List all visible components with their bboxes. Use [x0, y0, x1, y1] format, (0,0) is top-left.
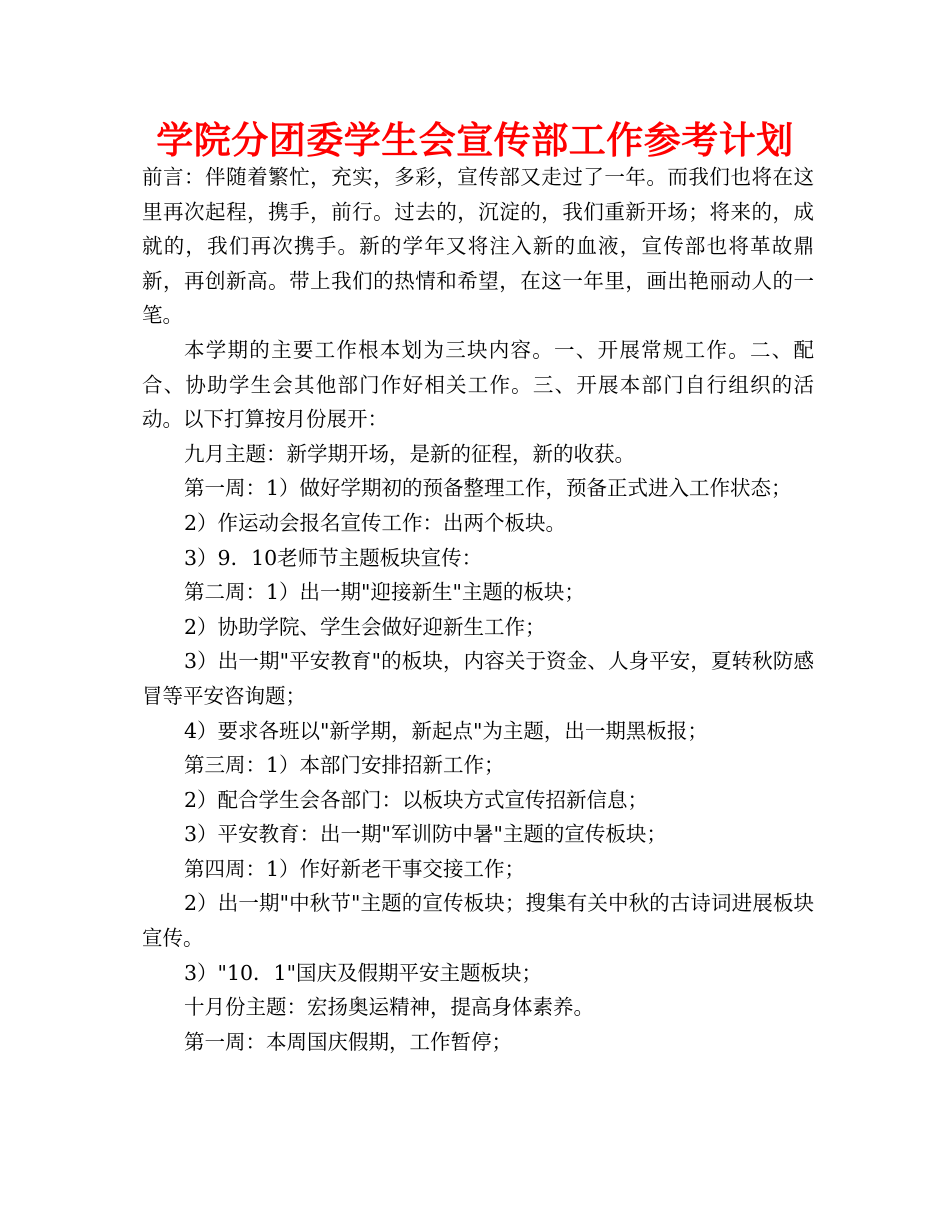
paragraph-sep-week3-item3: 3）平安教育：出一期"军训防中暑"主题的宣传板块；: [184, 822, 667, 847]
paragraph-september-theme: 九月主题：新学期开场，是新的征程，新的收获。: [184, 441, 635, 466]
paragraph-sep-week3-item2: 2）配合学生会各部门：以板块方式宣传招新信息；: [184, 787, 649, 812]
document-body: [142, 160, 814, 1059]
paragraph-sep-week2-item2: 2）协助学院、学生会做好迎新生工作；: [184, 614, 546, 639]
paragraph-overview: 本学期的主要工作根本划为三块内容。一、开展常规工作。二、配合、协助学生会其他部门作好相关工作。三、开展本部门自行组织的活动。以下打算按月份展开：: [142, 337, 814, 432]
paragraph-preface: 前言：伴随着繁忙，充实，多彩，宣传部又走过了一年。而我们也将在这里再次起程，携手，前行。过去的，沉淀的，我们重新开场；将来的，成就的，我们再次携手。新的学年又将注入新的血液，宣传部也将革故鼎新，再创新高。带上我们的热情和希望，在这一年里，画出艳丽动人的一笔。: [142, 165, 814, 328]
paragraph-sep-week1-item3: 3）9．10老师节主题板块宣传：: [184, 545, 483, 570]
paragraph-sep-week4-item3: 3）"10．1"国庆及假期平安主题板块；: [184, 960, 543, 985]
paragraph-sep-week2-item3: 3）出一期"平安教育"的板块，内容关于资金、人身平安，夏转秋防感冒等平安咨询题；: [142, 649, 814, 708]
paragraph-october-theme: 十月份主题：宏扬奥运精神，提高身体素养。: [184, 995, 594, 1020]
paragraph-sep-week1-item2: 2）作运动会报名宣传工作：出两个板块。: [184, 510, 567, 535]
paragraph-sep-week2-item1: 第二周：1）出一期"迎接新生"主题的板块；: [184, 580, 585, 605]
paragraph-sep-week2-item4: 4）要求各班以"新学期，新起点"为主题，出一期黑板报；: [184, 718, 708, 743]
paragraph-oct-week1: 第一周：本周国庆假期，工作暂停；: [184, 1029, 512, 1054]
paragraph-sep-week1-item1: 第一周：1）做好学期初的预备整理工作，预备正式进入工作状态；: [184, 476, 792, 501]
paragraph-sep-week3-item1: 第三周：1）本部门安排招新工作；: [184, 753, 505, 778]
document-title: 学院分团委学生会宣传部工作参考计划: [156, 119, 794, 162]
paragraph-sep-week4-item1: 第四周：1）作好新老干事交接工作；: [184, 856, 526, 881]
paragraph-sep-week4-item2: 2）出一期"中秋节"主题的宣传板块；搜集有关中秋的古诗词进展板块宣传。: [142, 891, 814, 951]
